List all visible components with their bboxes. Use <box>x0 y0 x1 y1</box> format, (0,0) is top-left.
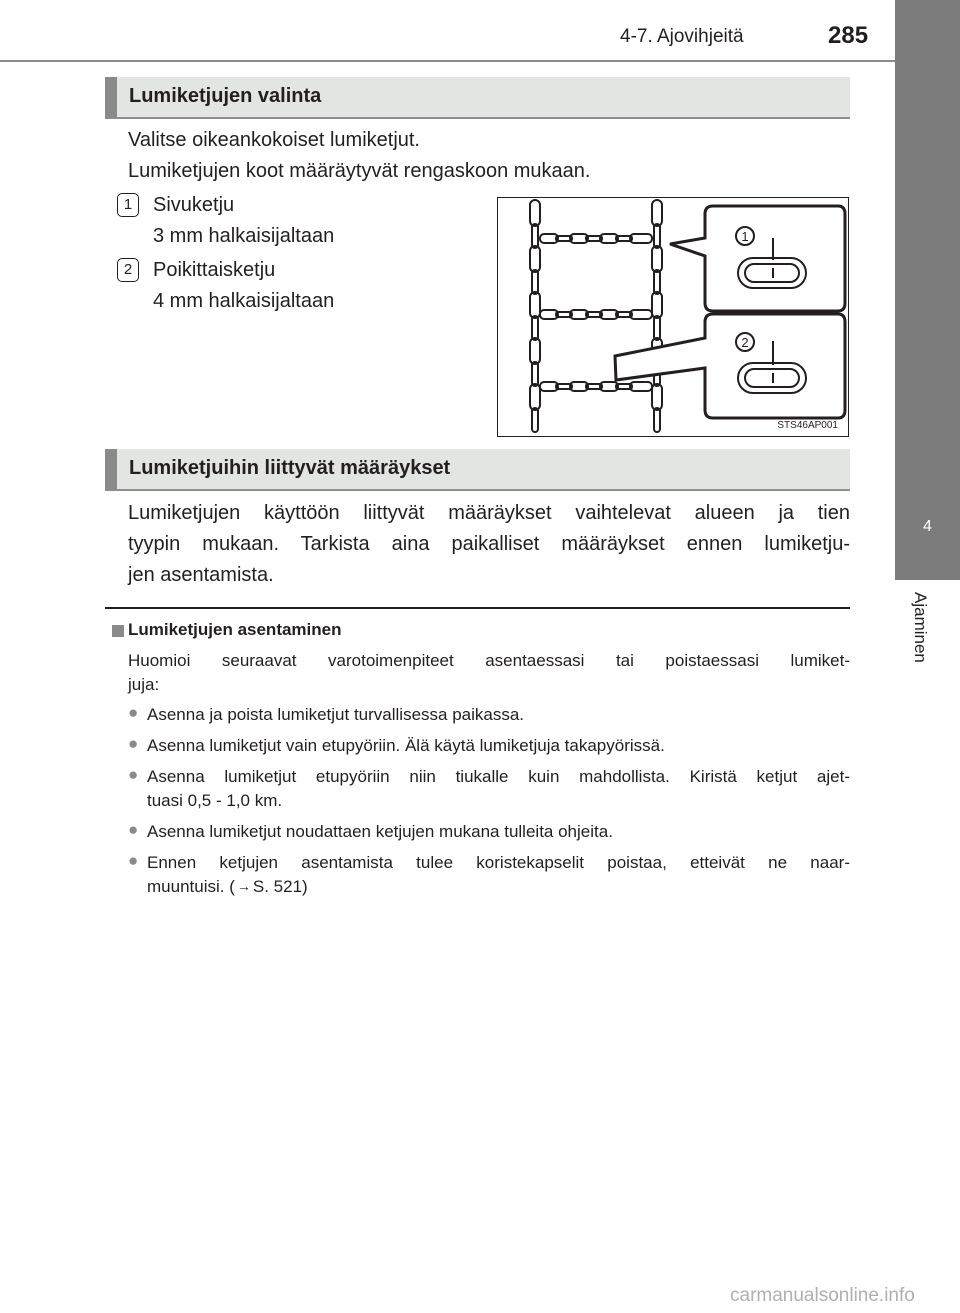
heading-text: Lumiketjujen valinta <box>129 85 322 107</box>
bullet-text: Asenna lumiketjut etupyöriin niin tiukalle kuin mahdollista. Kiristä ketjut ajet- <box>147 767 850 786</box>
bullet-text-continued <box>147 874 308 899</box>
regulations-line-3: jen asentamista. <box>128 564 274 586</box>
bullet-icon: ● <box>128 851 139 870</box>
side-chain-right <box>652 200 662 432</box>
cross-chain-1 <box>540 234 652 243</box>
bullet-text: Ennen ketjujen asentamista tulee koristekapselit poistaa, etteivät ne naar- <box>147 853 850 872</box>
callout-number-1: 1 <box>741 229 749 244</box>
item-label: Sivuketju <box>153 194 235 216</box>
installation-intro-line-1: Huomioi seuraavat varotoimenpiteet asentaessasi tai poistaessasi lumiket- <box>128 651 850 670</box>
item-number-badge: 1 <box>117 193 139 217</box>
section-title: 4-7. Ajovihjeitä <box>620 26 744 47</box>
section-heading-chain-selection <box>105 77 850 119</box>
bullet-text: Asenna lumiketjut vain etupyöriin. Älä käytä lumiketjuja takapyörissä. <box>147 736 665 755</box>
bullet-text-continued: tuasi 0,5 - 1,0 km. <box>147 791 283 810</box>
bullet-text-prefix: muuntuisi. ( <box>147 877 235 896</box>
bullet-icon: ● <box>128 765 139 784</box>
snow-chain-diagram <box>497 197 849 437</box>
snow-chain-illustration <box>498 198 847 435</box>
chapter-title-tab <box>898 580 956 880</box>
item-detail: 3 mm halkaisijaltaan <box>153 225 335 247</box>
bullet-icon: ● <box>128 820 139 839</box>
item-detail: 4 mm halkaisijaltaan <box>153 290 335 312</box>
section-heading-regulations <box>105 449 850 491</box>
watermark: carmanualsonline.info <box>730 1285 915 1306</box>
side-chain-left <box>530 200 540 432</box>
heading-text: Lumiketjuihin liittyvät määräykset <box>129 457 451 479</box>
regulations-line-1: Lumiketjujen käyttöön liittyvät määräykset vaihtelevat alueen ja tien <box>128 502 850 524</box>
figure-code: STS46AP001 <box>777 420 838 431</box>
heading-marker <box>105 449 117 489</box>
chapter-number: 4 <box>895 470 960 580</box>
item-number-badge: 2 <box>117 258 139 282</box>
bullet-text: Asenna lumiketjut noudattaen ketjujen mukana tulleita ohjeita. <box>147 822 613 841</box>
regulations-line-2: tyypin mukaan. Tarkista aina paikalliset määräykset ennen lumiketju- <box>128 533 850 555</box>
cross-chain-2 <box>540 310 652 319</box>
installation-intro-line-2: juja: <box>128 675 160 694</box>
cross-chain-3 <box>540 382 652 391</box>
bullet-icon: ● <box>128 734 139 753</box>
intro-line-1: Valitse oikeankokoiset lumiketjut. <box>128 129 420 151</box>
page-reference-link[interactable]: S. 521) <box>252 877 308 896</box>
intro-line-2: Lumiketjujen koot määräytyvät rengaskoon mukaan. <box>128 160 591 182</box>
subheading-square-icon <box>112 625 124 637</box>
header-divider <box>0 60 895 62</box>
callout-bottom <box>615 314 845 418</box>
page-number: 285 <box>828 22 869 49</box>
side-tab-top <box>895 0 960 470</box>
arrow-right-icon: → <box>236 878 251 894</box>
subheading-installation: Lumiketjujen asentaminen <box>128 620 342 639</box>
chapter-title: Ajaminen <box>911 592 930 663</box>
bullet-icon: ● <box>128 703 139 722</box>
bullet-text: Asenna ja poista lumiketjut turvallisessa paikassa. <box>147 705 525 724</box>
section-divider <box>105 607 850 609</box>
callout-number-2: 2 <box>741 335 749 350</box>
heading-marker <box>105 77 117 117</box>
item-label: Poikittaisketju <box>153 259 276 281</box>
